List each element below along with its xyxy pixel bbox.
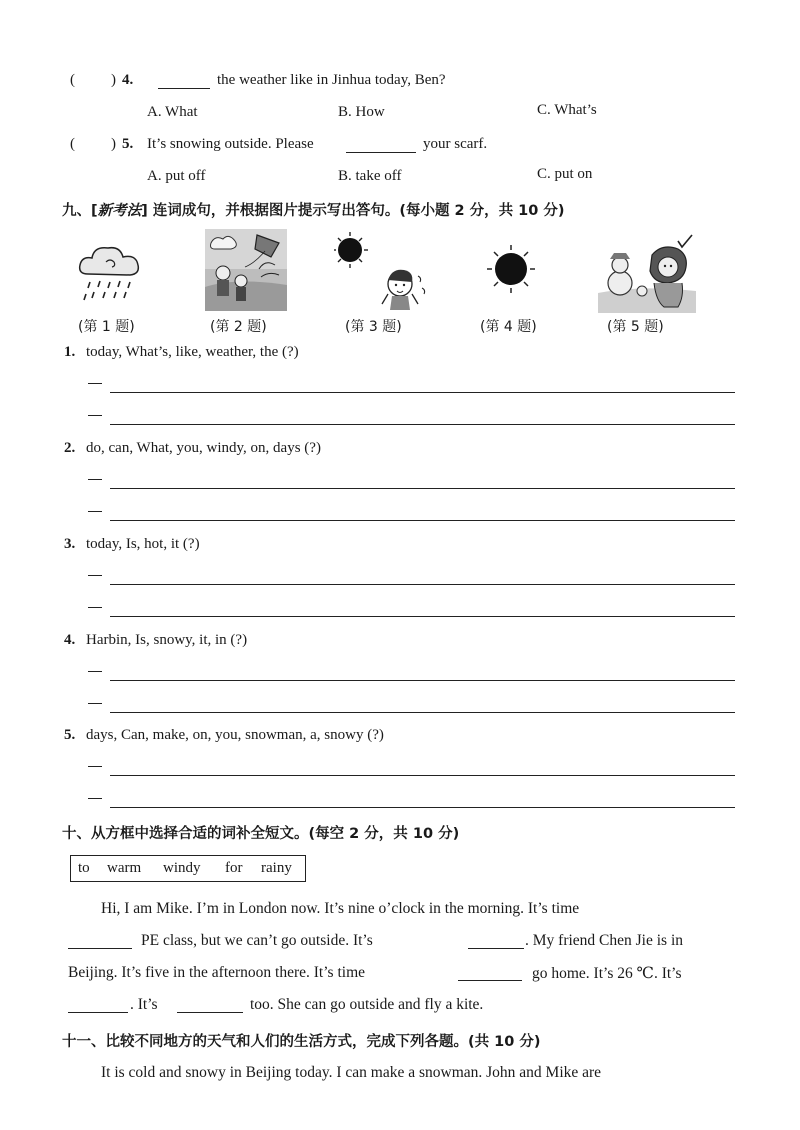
question-number: 4. — [122, 72, 134, 88]
picture-caption: (第 3 题) — [345, 319, 402, 335]
answer-dash — [88, 575, 102, 576]
option-c: C. What’s — [537, 102, 597, 118]
picture-caption: (第 5 题) — [607, 319, 664, 335]
fill-blank — [158, 74, 210, 89]
question-stem-before: It’s snowing outside. Please — [147, 136, 314, 152]
answer-line[interactable] — [110, 616, 735, 617]
option-a: A. What — [147, 104, 198, 120]
word-bank-item: to — [78, 860, 90, 876]
section10-heading: 十、从方框中选择合适的词补全短文。(每空 2 分，共 10 分) — [62, 826, 460, 842]
answer-dash — [88, 703, 102, 704]
passage-line-2a: PE class, but we can’t go outside. It’s — [141, 932, 373, 949]
answer-line[interactable] — [110, 520, 735, 521]
scrambled-words: days, Can, make, on, you, snowman, a, snowy (?) — [86, 727, 384, 743]
item-number: 1. — [64, 344, 76, 360]
section11-line-1: It is cold and snowy in Beijing today. I can make a snowman. John and Mike are — [101, 1064, 602, 1081]
word-bank-item: for — [225, 860, 243, 876]
question-number: 5. — [122, 136, 134, 152]
passage-line-2b: . My friend Chen Jie is in — [525, 932, 683, 949]
answer-line[interactable] — [110, 680, 735, 681]
scrambled-words: today, What’s, like, weather, the (?) — [86, 344, 299, 360]
item-number: 3. — [64, 536, 76, 552]
section9-heading — [62, 199, 565, 220]
answer-paren-open: ( — [70, 72, 75, 88]
answer-dash — [88, 511, 102, 512]
question-stem-after: your scarf. — [423, 136, 488, 152]
answer-paren-close: ) — [111, 136, 116, 152]
item-number: 4. — [64, 632, 76, 648]
new-method-tag: 新考法 — [97, 203, 142, 219]
picture-caption: (第 1 题) — [78, 319, 135, 335]
answer-dash — [88, 415, 102, 416]
item-number: 5. — [64, 727, 76, 743]
hot-sun-boy-picture — [334, 232, 434, 310]
snowman-picture — [598, 231, 696, 313]
word-bank-item: windy — [163, 860, 201, 876]
answer-line[interactable] — [110, 807, 735, 808]
answer-dash — [88, 479, 102, 480]
scrambled-words: today, Is, hot, it (?) — [86, 536, 200, 552]
picture-caption: (第 4 题) — [480, 319, 537, 335]
passage-blank-5[interactable] — [177, 998, 243, 1013]
passage-blank-4[interactable] — [68, 998, 128, 1013]
answer-dash — [88, 671, 102, 672]
option-a: A. put off — [147, 168, 206, 184]
answer-dash — [88, 607, 102, 608]
item-number: 2. — [64, 440, 76, 456]
scrambled-words: do, can, What, you, windy, on, days (?) — [86, 440, 321, 456]
answer-line[interactable] — [110, 712, 735, 713]
sun-icon — [486, 244, 536, 294]
passage-line-4a: . It’s — [130, 996, 158, 1013]
passage-line-1: Hi, I am Mike. I’m in London now. It’s nine o’clock in the morning. It’s time — [101, 900, 580, 917]
passage-line-3a: Beijing. It’s five in the afternoon there. It’s time — [68, 964, 366, 981]
passage-line-4b: too. She can go outside and fly a kite. — [250, 996, 484, 1013]
answer-paren-close: ) — [111, 72, 116, 88]
question-stem: the weather like in Jinhua today, Ben? — [217, 72, 446, 88]
passage-blank-1[interactable] — [68, 934, 132, 949]
passage-blank-2[interactable] — [468, 934, 524, 949]
option-c: C. put on — [537, 166, 593, 182]
answer-paren-open: ( — [70, 136, 75, 152]
passage-blank-3[interactable] — [458, 966, 522, 981]
answer-line[interactable] — [110, 584, 735, 585]
passage-line-3b: go home. It’s 26 ℃. It’s — [532, 965, 682, 982]
word-bank-item: warm — [107, 860, 142, 876]
rain-cloud-icon — [76, 240, 146, 308]
picture-caption: (第 2 题) — [210, 319, 267, 335]
heading-prefix: 九、[ — [62, 203, 98, 219]
answer-line[interactable] — [110, 488, 735, 489]
windy-kite-picture — [205, 229, 287, 311]
section11-heading: 十一、比较不同地方的天气和人们的生活方式，完成下列各题。(共 10 分) — [62, 1034, 541, 1050]
heading-suffix: ] 连词成句，并根据图片提示写出答句。(每小题 2 分，共 10 分) — [141, 203, 565, 219]
answer-dash — [88, 766, 102, 767]
scrambled-words: Harbin, Is, snowy, it, in (?) — [86, 632, 248, 648]
answer-line[interactable] — [110, 424, 735, 425]
check-mark-icon — [678, 235, 692, 247]
fill-blank — [346, 138, 416, 153]
answer-dash — [88, 798, 102, 799]
answer-line[interactable] — [110, 775, 735, 776]
answer-line[interactable] — [110, 392, 735, 393]
option-b: B. take off — [338, 168, 402, 184]
answer-dash — [88, 383, 102, 384]
option-b: B. How — [338, 104, 385, 120]
word-bank-item: rainy — [261, 860, 292, 876]
